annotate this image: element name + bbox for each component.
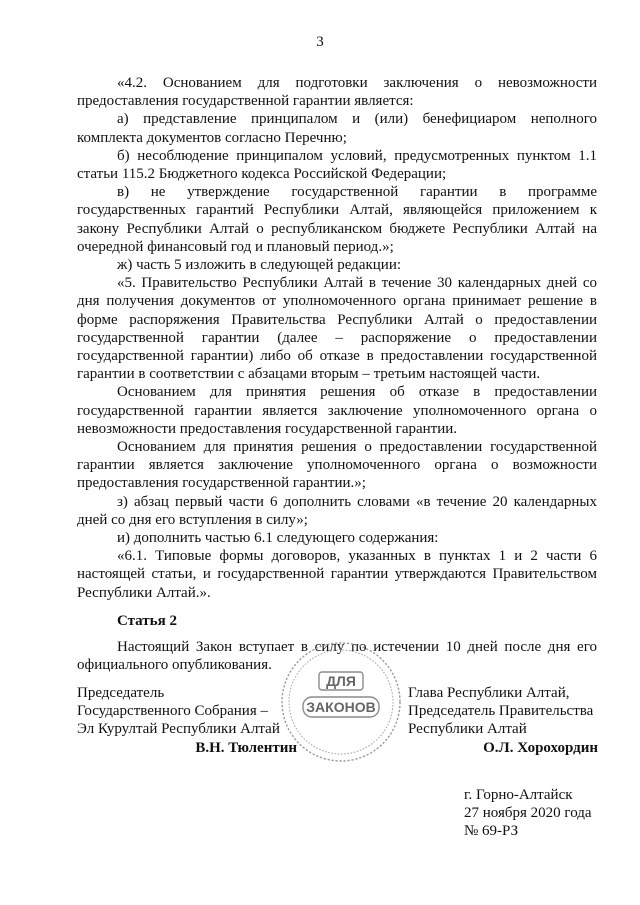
date: 27 ноября 2020 года: [464, 805, 592, 822]
signature-left-name: В.Н. Тюлентин: [195, 739, 297, 756]
paragraph: Основанием для принятия решения об отказе в предоставлении государственной гарантии является заключение уполномоченного органа о невозможности предоставления государственной гарантии.: [77, 384, 597, 437]
stamp-top-text: ДЛЯ: [326, 673, 356, 689]
paragraph: и) дополнить частью 6.1 следующего содержания:: [117, 530, 439, 547]
paragraph: «5. Правительство Республики Алтай в течение 30 календарных дней со дня получения документов от уполномоченного органа принимает решение в форме распоряжения Правительства Республики Алтай о предоставлении государственной гарантии (далее – распоряжение о предоставлении государственной гарантии) либо об отказе в предоставлении государственной гарантии в соответствии с абзацами вторым – третьим настоящей части.: [77, 275, 597, 383]
paragraph: «6.1. Типовые формы договоров, указанных в пунктах 1 и 2 части 6 настоящей статьи, и государственной гарантии утверждаются Правительством Республики Алтай.».: [77, 548, 597, 601]
stamp-bottom-text: ЗАКОНОВ: [306, 699, 376, 715]
page-number: 3: [316, 34, 324, 50]
signature-left-title: Председатель: [77, 685, 165, 701]
signature-right: [408, 684, 598, 757]
paragraph: «4.2. Основанием для подготовки заключения о невозможности предоставления государственной гарантии является:: [77, 75, 597, 110]
signature-left: [77, 684, 297, 757]
paragraph: б) несоблюдение принципалом условий, предусмотренных пунктом 1.1 статьи 115.2 Бюджетного кодекса Российской Федерации;: [77, 147, 597, 183]
signature-right-title: Республики Алтай: [408, 721, 527, 738]
article-text: Настоящий Закон вступает в силу по истечении 10 дней после дня его официального опубликования.: [77, 639, 597, 674]
law-number: № 69-РЗ: [464, 823, 519, 840]
stamp: [279, 640, 403, 764]
place: г. Горно-Алтайск: [464, 787, 573, 803]
paragraph: Основанием для принятия решения о предоставлении государственной гарантии является заключение уполномоченного органа о возможности предоставления государственной гарантии.»;: [77, 439, 597, 492]
paragraph: а) представление принципалом и (или) бенефициаром неполного комплекта документов согласно Перечню;: [77, 111, 597, 146]
signature-right-title: Глава Республики Алтай,: [408, 685, 570, 701]
signature-left-title: Эл Курултай Республики Алтай: [77, 721, 280, 738]
paragraph: з) абзац первый части 6 дополнить словами «в течение 20 календарных дней со дня его вступления в силу»;: [77, 493, 597, 528]
signature-right-name: О.Л. Хорохордин: [483, 739, 598, 756]
signature-right-title: Председатель Правительства: [408, 703, 594, 720]
paragraph: в) не утверждение государственной гарантии в программе государственных гарантий Республики Алтай, являющейся приложением к закону Республики Алтай о республиканском бюджете Республики Алтай на очередной финансовый год и плановый период.»;: [77, 184, 597, 255]
paragraph: ж) часть 5 изложить в следующей редакции:: [117, 257, 402, 274]
place-date-block: [464, 786, 614, 841]
document-body: [77, 74, 597, 675]
signature-left-title: Государственного Собрания –: [77, 703, 268, 720]
article-heading: Статья 2: [117, 612, 177, 629]
